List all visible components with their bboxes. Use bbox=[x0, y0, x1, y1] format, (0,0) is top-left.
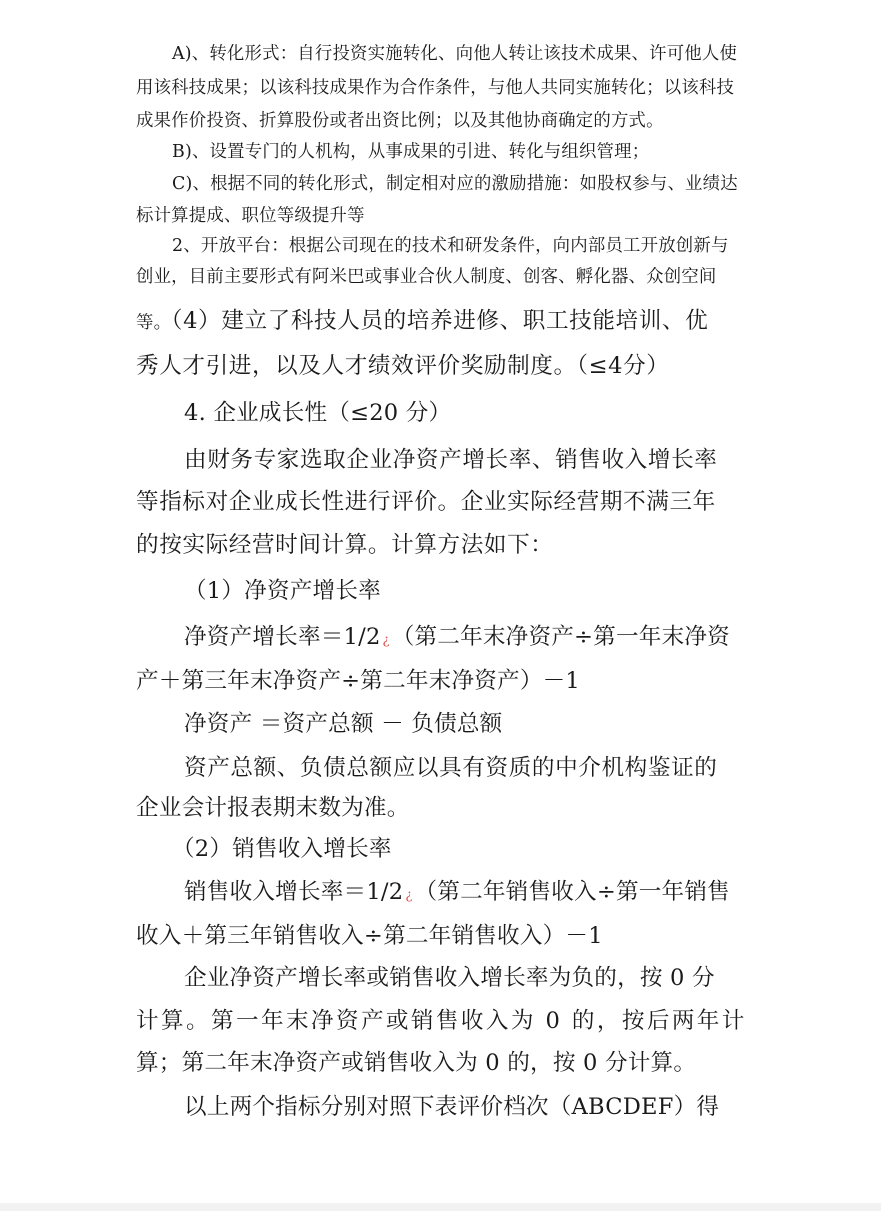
text-line: 资产总额、负债总额应以具有资质的中介机构鉴证的 bbox=[184, 755, 718, 781]
text-line: 由财务专家选取企业净资产增长率、销售收入增长率 bbox=[184, 447, 718, 473]
text-line: 企业会计报表期末数为准。 bbox=[136, 795, 410, 821]
text-run: 等。 bbox=[136, 313, 172, 333]
text-line: B)、设置专门的人机构，从事成果的引进、转化与组织管理； bbox=[172, 142, 650, 162]
subsection-heading: （1）净资产增长率 bbox=[184, 578, 381, 604]
text-line: 等指标对企业成长性进行评价。企业实际经营期不满三年 bbox=[136, 489, 716, 515]
subsection-heading: （2）销售收入增长率 bbox=[172, 836, 392, 862]
text-line: 企业净资产增长率或销售收入增长率为负的，按 0 分 bbox=[184, 965, 715, 991]
text-line: 创业，目前主要形式有阿米巴或事业合伙人制度、创客、孵化器、众创空间 bbox=[136, 267, 717, 287]
text-run: （第二年末净资产÷第一年末净资 bbox=[391, 624, 730, 650]
text-line: 标计算提成、职位等级提升等 bbox=[136, 206, 365, 226]
text-line bbox=[136, 310, 708, 333]
text-line: 以上两个指标分别对照下表评价档次（ABCDEF）得 bbox=[184, 1094, 720, 1120]
text-run: （4）建立了科技人员的培养进修、职工技能培训、优 bbox=[171, 308, 709, 334]
revision-mark: ¿ bbox=[382, 633, 390, 648]
text-line: C)、根据不同的转化形式，制定相对应的激励措施：如股权参与、业绩达 bbox=[172, 174, 738, 194]
text-line: 秀人才引进，以及人才绩效评价奖励制度。（≤4分） bbox=[136, 353, 670, 379]
page-bottom-edge bbox=[0, 1203, 881, 1211]
text-run: （第二年销售收入÷第一年销售 bbox=[414, 879, 730, 905]
formula-line: 产＋第三年末净资产÷第二年末净资产）－1 bbox=[136, 668, 580, 694]
revision-mark: ¿ bbox=[405, 888, 413, 903]
text-run: 净资产增长率＝1/2 bbox=[184, 624, 381, 650]
section-heading: 4. 企业成长性（≤20 分） bbox=[184, 400, 452, 426]
text-line: 成果作价投资、折算股份或者出资比例；以及其他协商确定的方式。 bbox=[136, 111, 664, 131]
formula-line: 收入＋第三年销售收入÷第二年销售收入）－1 bbox=[136, 923, 603, 949]
text-line: 的按实际经营时间计算。计算方法如下： bbox=[136, 532, 554, 558]
text-run: 销售收入增长率＝1/2 bbox=[184, 879, 404, 905]
text-line: 2、开放平台：根据公司现在的技术和研发条件，向内部员工开放创新与 bbox=[172, 236, 729, 256]
text-line: 用该科技成果；以该科技成果作为合作条件，与他人共同实施转化；以该科技 bbox=[136, 78, 735, 98]
text-line: A)、转化形式：自行投资实施转化、向他人转让该技术成果、许可他人使 bbox=[172, 44, 738, 64]
formula-line: 净资产 ＝资产总额 － 负债总额 bbox=[184, 711, 503, 737]
text-line: 计算。第一年末净资产或销售收入为 0 的，按后两年计 bbox=[136, 1008, 747, 1034]
formula-line bbox=[184, 881, 730, 904]
text-line: 算；第二年末净资产或销售收入为 0 的，按 0 分计算。 bbox=[136, 1050, 697, 1076]
formula-line bbox=[184, 626, 730, 649]
